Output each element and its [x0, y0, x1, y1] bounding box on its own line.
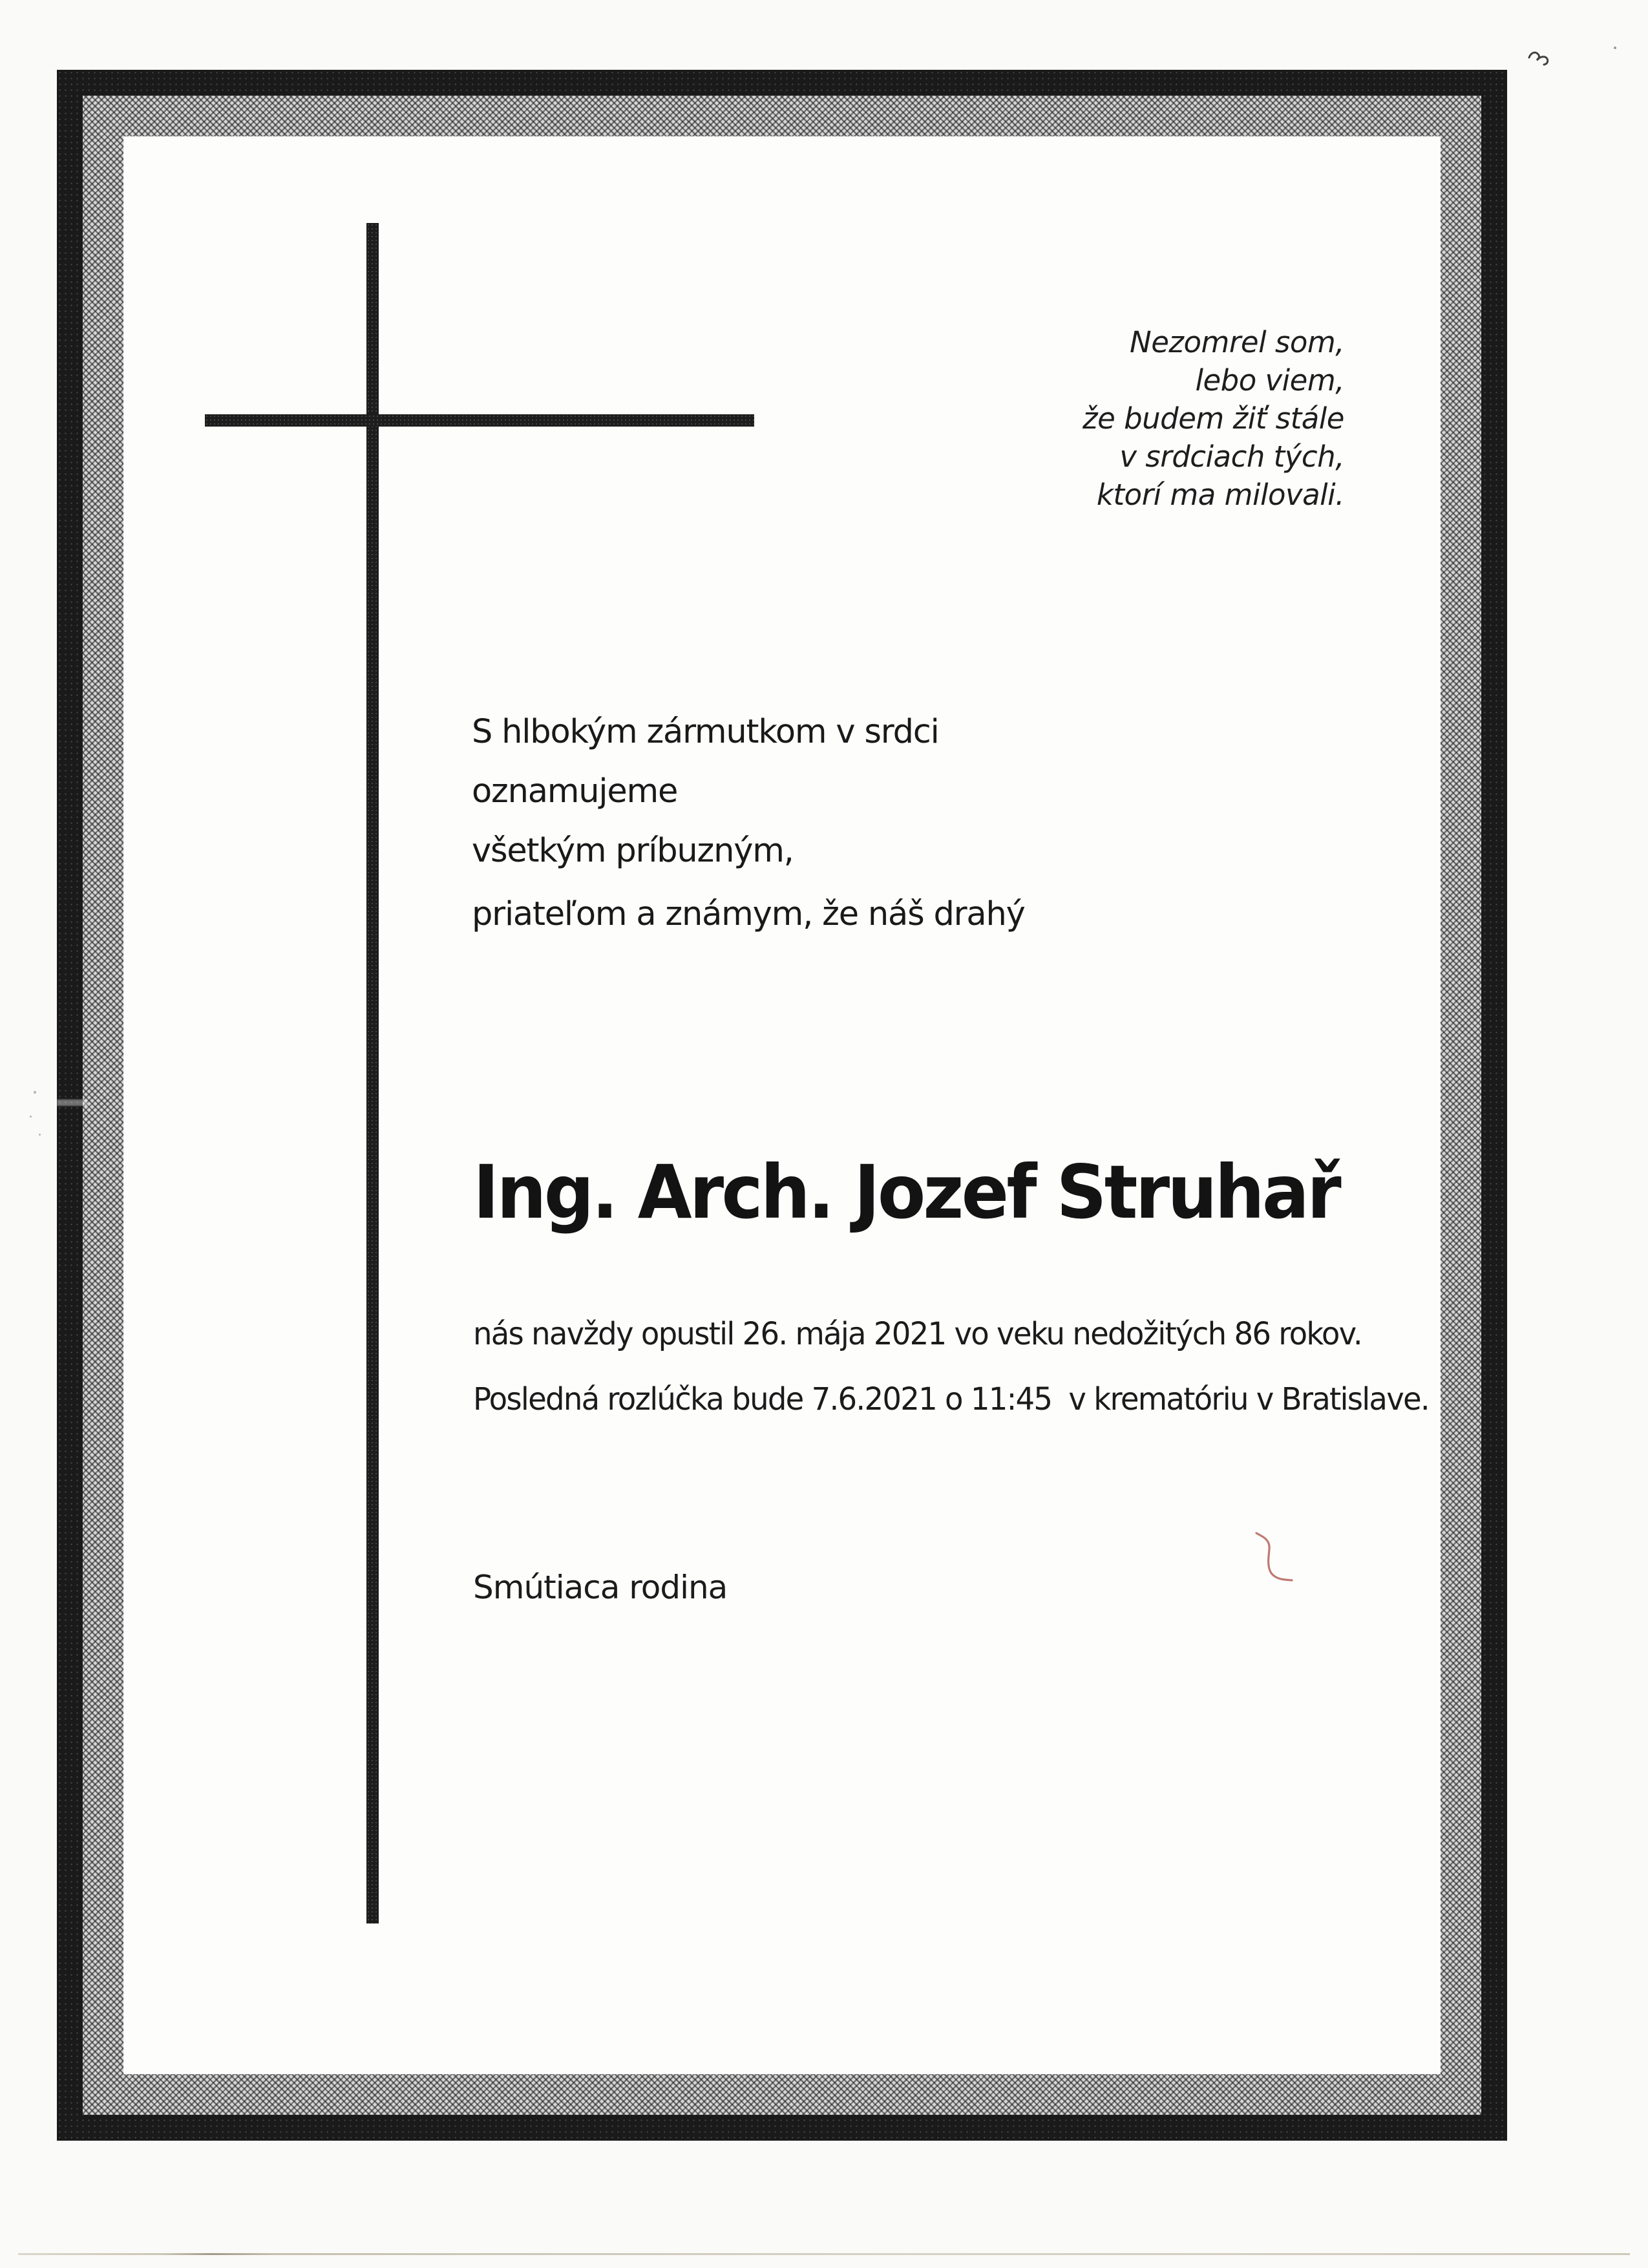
- epigraph-line: v srdciach tých,: [1119, 440, 1344, 474]
- epigraph-line: že budem žiť stále: [1082, 401, 1344, 436]
- scan-speckle: [30, 1116, 32, 1118]
- announcement-line: priateľom a známym, že náš drahý: [472, 895, 1025, 933]
- epigraph-line: ktorí ma milovali.: [1096, 478, 1344, 512]
- cross-horizontal-bar: [205, 414, 754, 427]
- announcement-line: oznamujeme: [472, 772, 678, 811]
- farewell-ceremony-line: Posledná rozlúčka bude 7.6.2021 o 11:45 v krematóriu v Bratislave.: [473, 1381, 1429, 1417]
- card-halftone-gray-border: [83, 96, 1481, 2115]
- announcement-line: S hlbokým zármutkom v srdci: [472, 713, 939, 751]
- scan-fold-streak: [57, 1099, 87, 1106]
- mourning-family-signature: Smútiaca rodina: [473, 1569, 728, 1606]
- scan-speckle: [34, 1091, 36, 1094]
- cross-vertical-bar: [366, 223, 379, 1924]
- pen-mark-dark-squiggle: [1529, 52, 1548, 65]
- scan-speckle: [1614, 47, 1616, 49]
- epigraph-line: Nezomrel som,: [1130, 325, 1344, 359]
- epigraph-verse: [1083, 323, 1344, 514]
- card-outer-black-border: [57, 70, 1507, 2141]
- scan-speckle: [39, 1134, 41, 1136]
- announcement-line: všetkým príbuzným,: [472, 832, 794, 870]
- announcement-text: [472, 703, 1025, 944]
- death-date-line: nás navždy opustil 26. mája 2021 vo veku nedožitých 86 rokov.: [473, 1316, 1362, 1352]
- epigraph-line: lebo viem,: [1195, 363, 1344, 397]
- card-face: [123, 136, 1441, 2074]
- scan-paper-edge-line: [18, 2253, 1630, 2255]
- deceased-name: Ing. Arch. Jozef Struhař: [473, 1149, 1339, 1235]
